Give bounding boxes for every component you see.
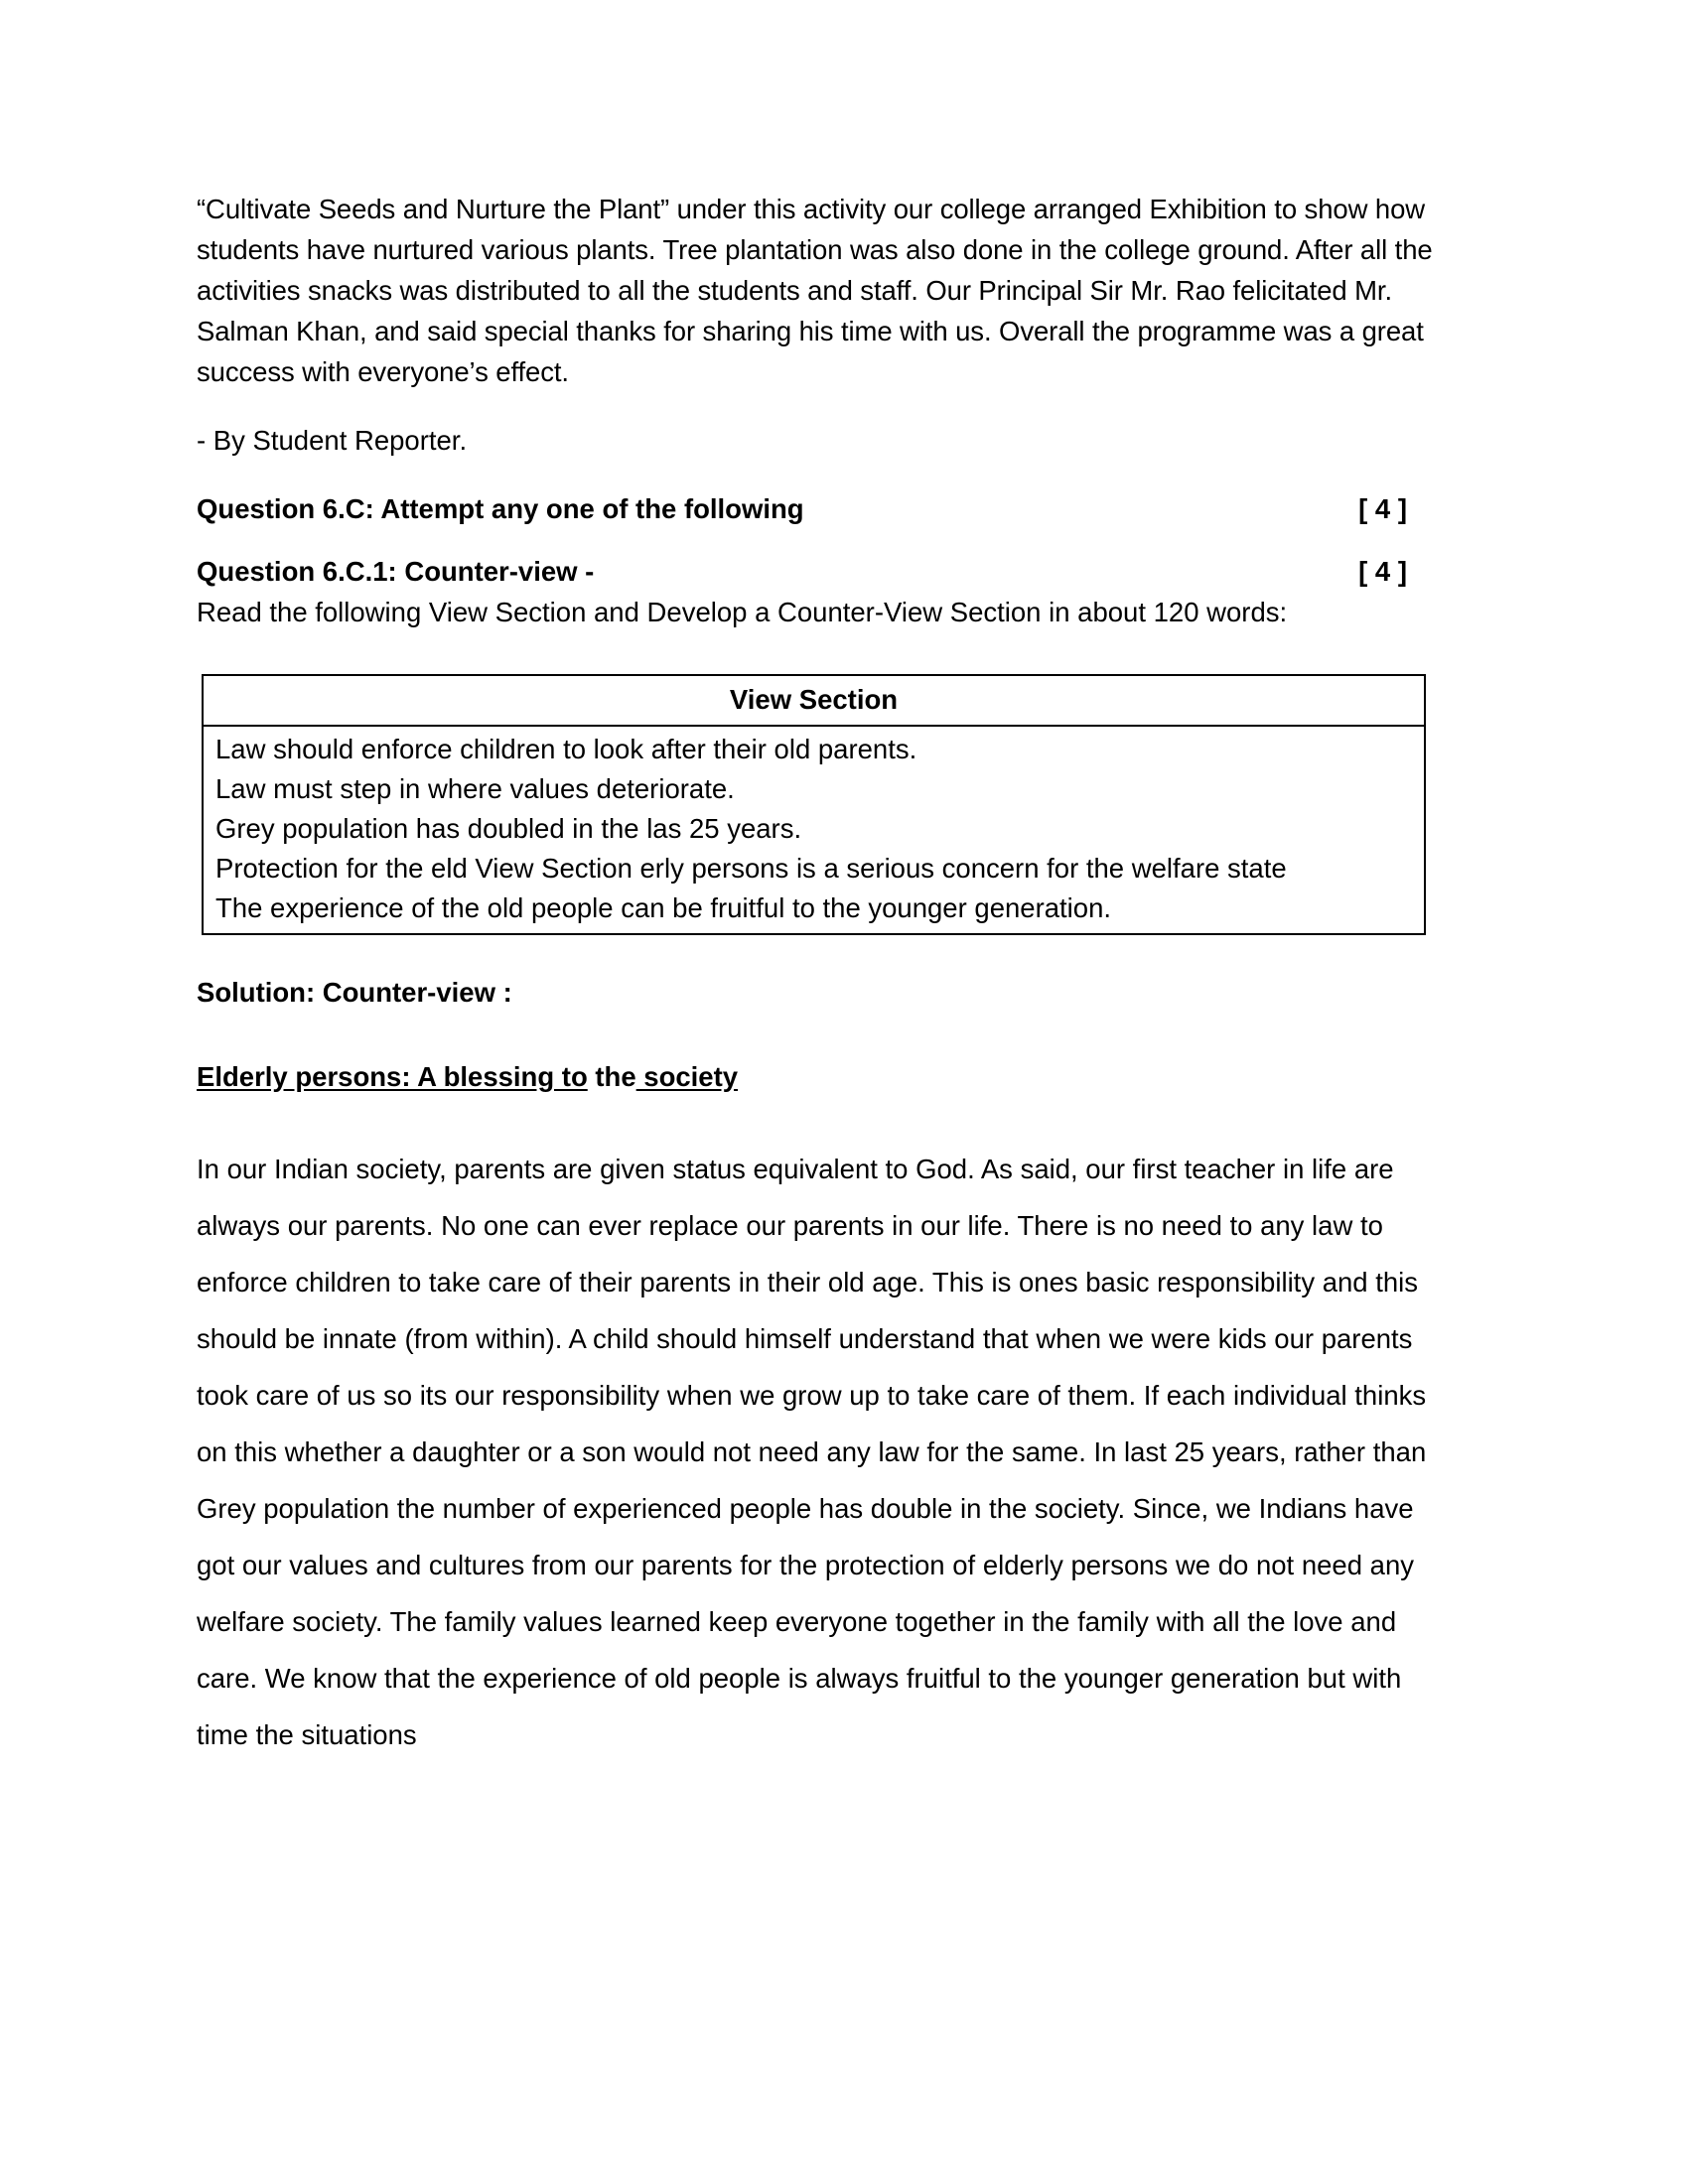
question-6c-marks: [ 4 ]	[1358, 493, 1407, 524]
essay-title-plain: the	[587, 1061, 636, 1092]
question-6c-label: Question 6.C: Attempt any one of the following	[197, 493, 804, 524]
essay-title-underlined-1: Elderly persons: A blessing to	[197, 1061, 588, 1092]
byline: - By Student Reporter.	[197, 425, 468, 456]
view-line: Law must step in where values deteriorate.	[215, 773, 735, 804]
view-line: Grey population has doubled in the las 25 years.	[215, 813, 802, 844]
question-6c1-label: Question 6.C.1: Counter-view -	[197, 556, 595, 587]
solution-label: Solution: Counter-view :	[197, 977, 512, 1008]
view-line: Law should enforce children to look after their old parents.	[215, 734, 917, 764]
essay-title	[197, 1056, 1455, 1097]
table-row	[203, 726, 1425, 934]
view-section-table	[202, 674, 1426, 935]
instruction-text: Read the following View Section and Develop a Counter-View Section in about 120 words:	[197, 597, 1288, 627]
view-section-header: View Section	[203, 675, 1425, 726]
table-header-row	[203, 675, 1425, 726]
view-line: The experience of the old people can be fruitful to the younger generation.	[215, 892, 1112, 923]
essay-body: In our Indian society, parents are given status equivalent to God. As said, our first teacher in life are always our parents. No one can ever replace our parents in our life. There is no need to any law to enforce children to take care of their parents in their old age. This is ones basic responsibility and this should be innate (from within). A child should himself understand that when we were kids our parents took care of us so its our responsibility when we grow up to take care of them. If each individual thinks on this whether a daughter or a son would not need any law for the same. In last 25 years, rather than Grey population the number of experienced people has double in the society. Since, we Indians have got our values and cultures from our parents for the protection of elderly persons we do not need any welfare society. The family values learned keep everyone together in the family with all the love and care. We know that the experience of old people is always fruitful to the younger generation but with time the situations	[197, 1154, 1427, 1750]
essay-title-underlined-2: society	[635, 1061, 739, 1092]
view-section-body	[203, 726, 1425, 934]
view-line: Protection for the eld View Section erly persons is a serious concern for the welfare state	[215, 853, 1287, 884]
question-6c1-marks: [ 4 ]	[1358, 556, 1407, 587]
question-6c1-heading	[197, 551, 1455, 592]
intro-paragraph: “Cultivate Seeds and Nurture the Plant” under this activity our college arranged Exhibition to show how students have nurtured various plants. Tree plantation was also done in the college ground. After all the activities snacks was distributed to all the students and staff. Our Principal Sir Mr. Rao felicitated Mr. Salman Khan, and said special thanks for sharing his time with us. Overall the programme was a great success with everyone’s effect.	[197, 194, 1433, 387]
question-6c-heading	[197, 488, 1455, 529]
